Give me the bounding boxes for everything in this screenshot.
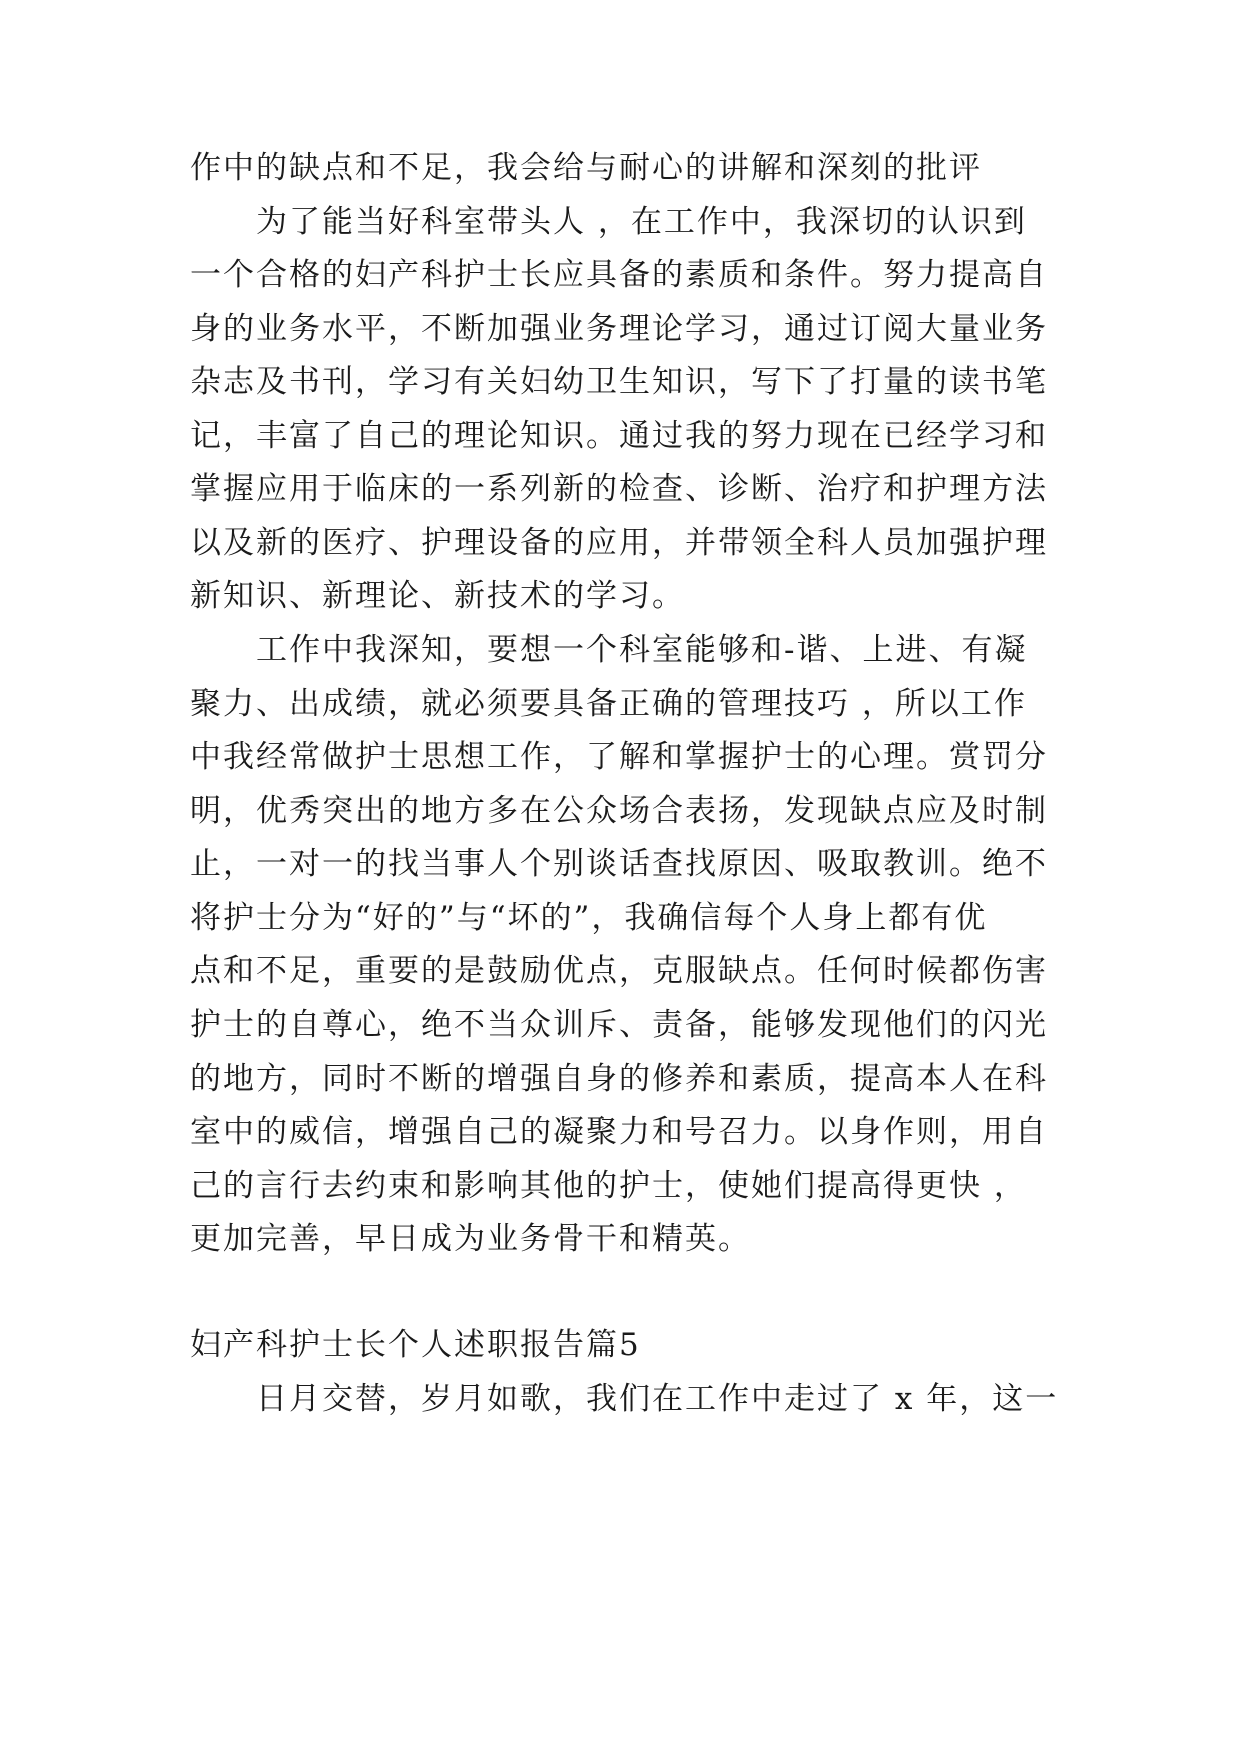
- text-line: 聚力、出成绩，就必须要具备正确的管理技巧 ，所以工作: [190, 686, 1027, 722]
- section-heading: 妇产科护士长个人述职报告篇5: [190, 1327, 641, 1363]
- text-line: 身的业务水平，不断加强业务理论学习，通过订阅大量业务: [190, 311, 1048, 347]
- text-line: 记，丰富了自己的理论知识。通过我的努力现在已经学习和: [190, 418, 1048, 454]
- text-line: 明，优秀突出的地方多在公众场合表扬，发现缺点应及时制: [190, 793, 1048, 829]
- text-line: 己的言行去约束和影响其他的护士，使她们提高得更快 ，: [190, 1168, 1027, 1204]
- text-line: 掌握应用于临床的一系列新的检查、诊断、治疗和护理方法: [190, 471, 1048, 507]
- paragraph-start-line: 工作中我深知，要想一个科室能够和-谐、上进、有凝: [256, 632, 1028, 668]
- text-line: 杂志及书刊，学习有关妇幼卫生知识，写下了打量的读书笔: [190, 364, 1048, 400]
- text-line: 点和不足，重要的是鼓励优点，克服缺点。任何时候都伤害: [190, 953, 1048, 989]
- text-line: 中我经常做护士思想工作，了解和掌握护士的心理。赏罚分: [190, 739, 1048, 775]
- text-line: 一个合格的妇产科护士长应具备的素质和条件。努力提高自: [190, 257, 1048, 293]
- text-line: 更加完善，早日成为业务骨干和精英。: [190, 1221, 751, 1257]
- paragraph-start-line: 为了能当好科室带头人 ，在工作中，我深切的认识到: [256, 204, 1027, 240]
- text-line: 护士的自尊心，绝不当众训斥、责备，能够发现他们的闪光: [190, 1007, 1048, 1043]
- text-line: 新知识、新理论、新技术的学习。: [190, 578, 685, 614]
- text-line: 将护士分为“好的”与“坏的”，我确信每个人身上都有优: [190, 900, 988, 936]
- text-line: 作中的缺点和不足，我会给与耐心的讲解和深刻的批评: [190, 150, 982, 186]
- text-line: 以及新的医疗、护理设备的应用，并带领全科人员加强护理: [190, 525, 1048, 561]
- text-line: 室中的威信，增强自己的凝聚力和号召力。以身作则，用自: [190, 1114, 1048, 1150]
- paragraph-start-line: 日月交替，岁月如歌，我们在工作中走过了 x 年，这一: [256, 1381, 1059, 1417]
- text-line: 止，一对一的找当事人个别谈话查找原因、吸取教训。绝不: [190, 846, 1048, 882]
- text-line: 的地方，同时不断的增强自身的修养和素质，提高本人在科: [190, 1061, 1048, 1097]
